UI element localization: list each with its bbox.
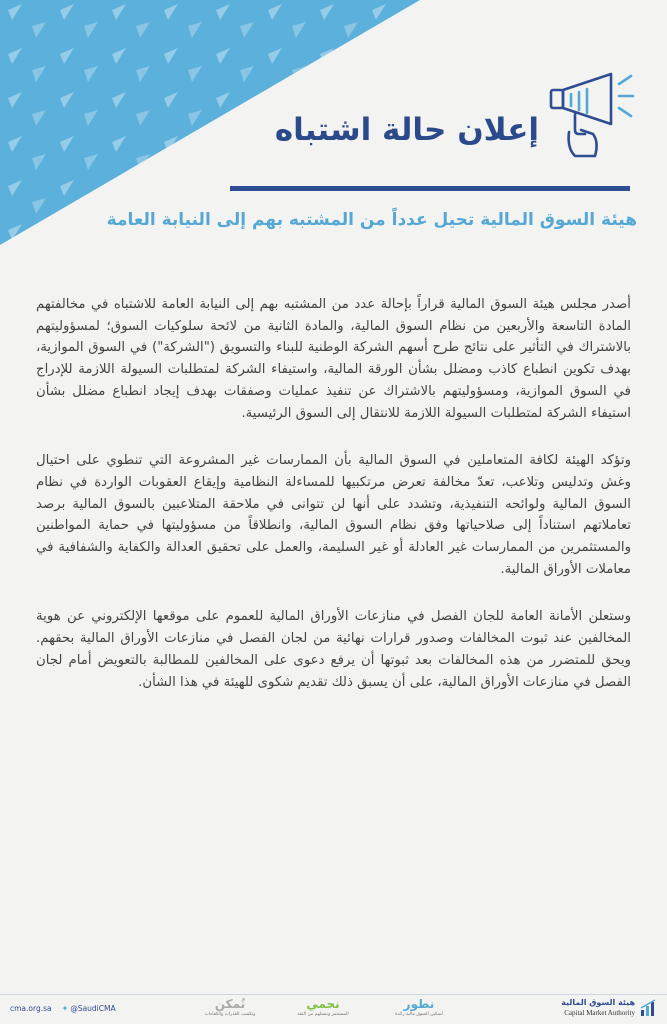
website-link[interactable]: cma.org.sa [10,1004,52,1013]
footer-divider [0,994,667,995]
twitter-handle-text: @SaudiCMA [70,1004,116,1013]
body-paragraph-3: وستعلن الأمانة العامة للجان الفصل في منازعات الأوراق المالية للعموم على موقعها الإلكتروني عن هوية المخالفين عند ثبوت المخالفات وصدور قرارات نهائية من لجان الفصل في منازعات الأوراق المالية بحقهم. ويحق للمتضرر من هذه المخالفات بعد ثبوتها أن يرفع دعوى على المخالفين للمطالبة بالتعويض أمام لجان الفصل في منازعات الأوراق المالية، على أن يسبق ذلك تقديم شكوى للهيئة في هذا الشأن. [36,609,631,690]
announcement-body [36,294,631,719]
slogan-protect [288,998,358,1018]
slogan-enable-word: نُمكن [214,997,246,1011]
cma-logo [561,998,659,1018]
body-paragraph-1: أصدر مجلس هيئة السوق المالية قراراً بإحالة عدد من المشتبه بهم إلى النيابة العامة للاشتباه في مخالفتهم المادة التاسعة والأربعين من نظام السوق المالية، والمادة الثانية من لائحة سلوكيات السوق؛ لمسؤوليتهم بالاشتراك في التأثير على نتائج طرح أسهم الشركة الوطنية للبناء والتسويق ("الشركة") في السوق الموازية، بهدف تكوين انطباع كاذب ومضلل بشأن الورقة المالية، واستيفاء الشركة لمتطلبات السيولة اللازمة للإدراج في السوق الموازية، ومسؤوليتهم بالاشتراك عن تنفيذ عمليات وصفقات بهدف إيجاد انطباع مضلل بشأن استيفاء الشركة لمتطلبات السيولة اللازمة للانتقال إلى السوق الرئيسية. [36,297,631,421]
slogan-develop-sub: لتمكين السوق مالية رائدة [395,1012,443,1017]
twitter-icon: ✦ [61,1004,69,1013]
slogan-protect-word: نحمي [306,997,340,1011]
footer-social [10,1004,116,1013]
slogan-develop [384,998,454,1018]
title-divider [230,186,630,191]
cma-logo-text [561,998,635,1018]
footer [0,996,667,1024]
megaphone-icon [541,70,637,162]
announcement-title: إعلان حالة اشتباه [274,112,539,148]
cma-logo-english: Capital Market Authority [564,1009,635,1017]
cma-logo-arabic: هيئة السوق المالية [561,998,635,1007]
slogan-protect-sub: المستثمر ونستلهم من الثقة [297,1012,349,1017]
slogan-develop-word: نطور [403,997,435,1011]
slogan-enable [200,998,260,1018]
cma-logo-icon [639,998,659,1018]
body-paragraph-2: وتؤكد الهيئة لكافة المتعاملين في السوق المالية بأن الممارسات غير المشروعة التي تنطوي على احتيال وغش وتدليس وتلاعب، تعدّ مخالفة تعرض مرتكبيها للمساءلة النظامية وإيقاع العقوبات الواردة في نظام السوق المالية ولوائحه التنفيذية، وتشدد على أنها لن تتوانى في ملاحقة المتلاعبين بالسوق المالية برصد تعاملاتهم استناداً إلى صلاحياتها وفق نظام السوق المالية، وانطلاقاً من مسؤوليتها في حماية المواطنين والمستثمرين من الممارسات غير العادلة أو غير السليمة، والعمل على تحقيق العدالة والكفاية والشفافية في معاملات الأوراق المالية. [36,453,631,577]
announcement-subtitle: هيئة السوق المالية تحيل عدداً من المشتبه بهم إلى النيابة العامة [106,210,637,230]
slogan-enable-sub: ونكسب القدرات والكفاءات [204,1012,256,1017]
twitter-handle[interactable] [62,1004,116,1013]
